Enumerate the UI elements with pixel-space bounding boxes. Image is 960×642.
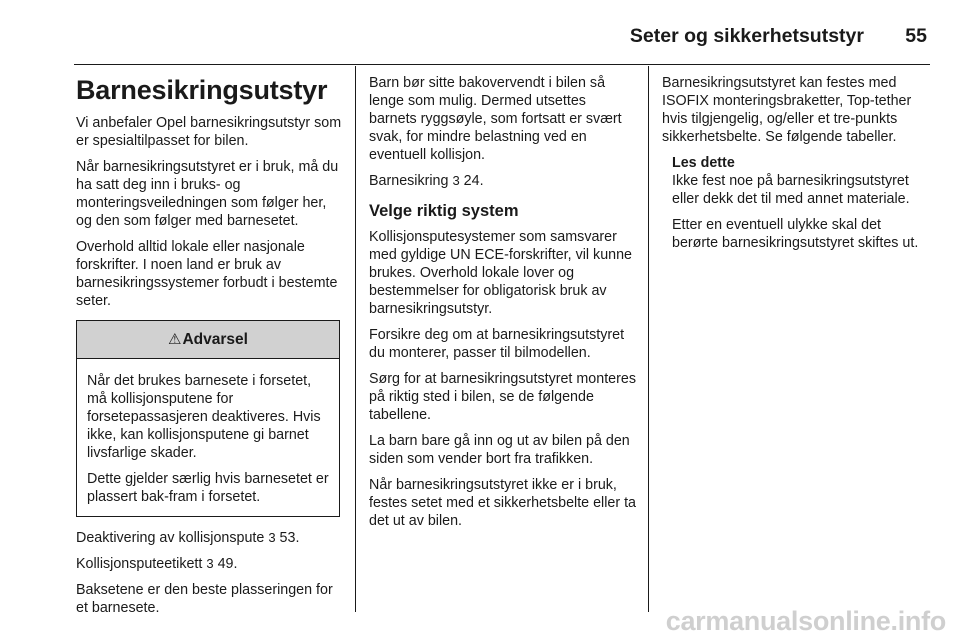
paragraph: Sørg for at barnesikringsutstyret monteres på riktig sted i bilen, se de følgende tabellene. [369, 371, 636, 423]
column-divider [648, 66, 649, 612]
note-box [662, 154, 930, 252]
paragraph: Overhold alltid lokale eller nasjonale forskrifter. I noen land er bruk av barnesikringssystemer forbudt i bestemte seter. [76, 239, 338, 309]
paragraph: Når barnesikringsutstyret ikke er i bruk, festes setet med et sikkerhetsbelte eller ta det ut av bilen. [369, 477, 637, 529]
page-reference-arrow-icon: 3 [206, 556, 214, 571]
paragraph: Vi anbefaler Opel barnesikringsutstyr som er spesialtilpasset for bilen. [76, 115, 342, 149]
column-1 [76, 74, 344, 625]
cross-reference[interactable] [76, 555, 344, 573]
reference-text: Kollisjonsputeetikett [76, 556, 203, 572]
page-reference-arrow-icon: 3 [452, 173, 460, 188]
column-divider [355, 66, 356, 612]
reference-page: 24. [463, 173, 484, 189]
paragraph: Når barnesikringsutstyret er i bruk, må du ha satt deg inn i bruks- og monteringsveiledningen som følger her, og den som følger med barnesetet. [76, 159, 339, 229]
warning-triangle-icon: ⚠ [168, 331, 182, 348]
paragraph: Forsikre deg om at barnesikringsutstyret du monterer, passer til bilmodellen. [369, 327, 625, 361]
paragraph: La barn bare gå inn og ut av bilen på den siden som vender bort fra trafikken. [369, 433, 630, 467]
warning-header [77, 321, 339, 359]
cross-reference[interactable] [76, 529, 344, 547]
paragraph: Barnesikringsutstyret kan festes med ISOFIX monteringsbraketter, Top-tether hvis tilgjengelig, og/eller et tre-punkts sikkerhetsbelte. Se følgende tabeller. [662, 75, 912, 145]
page-title: Barnesikringsutstyr [76, 75, 328, 105]
warning-text: Når det brukes barnesete i forsetet, må kollisjonsputene for forsetepassasjeren deaktiveres. Hvis ikke, kan kollisjonsputene gi barnet livsfarlige skader. [87, 373, 321, 461]
warning-text: Dette gjelder særlig hvis barnesetet er plassert bak-fram i forsetet. [87, 471, 329, 505]
reference-text: Deaktivering av kollisjonspute [76, 530, 265, 546]
column-3 [662, 74, 930, 260]
page-number: 55 [905, 25, 927, 47]
note-title: Les dette [672, 155, 735, 171]
paragraph: Baksetene er den beste plasseringen for et barnesete. [76, 582, 333, 616]
section-heading: Velge riktig system [369, 202, 519, 220]
reference-page: 53. [279, 530, 300, 546]
warning-body [77, 359, 339, 516]
paragraph: Kollisjonsputesystemer som samsvarer med gyldige UN ECE-forskrifter, vil kunne brukes. Overhold lokale lover og bestemmelser for obligatorisk bruk av barnesikringsutstyr. [369, 229, 632, 317]
warning-box [76, 320, 340, 517]
warning-title: Advarsel [182, 331, 248, 348]
note-text: Etter en eventuell ulykke skal det berørte barnesikringsutstyret skiftes ut. [672, 217, 919, 251]
note-text: Ikke fest noe på barnesikringsutstyret eller dekk det til med annet materiale. [672, 173, 910, 207]
chapter-title: Seter og sikkerhetsutstyr [629, 25, 864, 47]
page-reference-arrow-icon: 3 [268, 530, 276, 545]
cross-reference[interactable] [369, 172, 637, 190]
watermark: carmanualsonline.info [665, 606, 946, 636]
reference-text: Barnesikring [369, 173, 449, 189]
paragraph: Barn bør sitte bakovervendt i bilen så lenge som mulig. Dermed utsettes barnets ryggsøyle, som fortsatt er svært svak, for mindre belastning ved en eventuell kollisjon. [369, 75, 622, 163]
reference-page: 49. [217, 556, 238, 572]
page-header [74, 25, 930, 65]
column-2 [369, 74, 637, 538]
